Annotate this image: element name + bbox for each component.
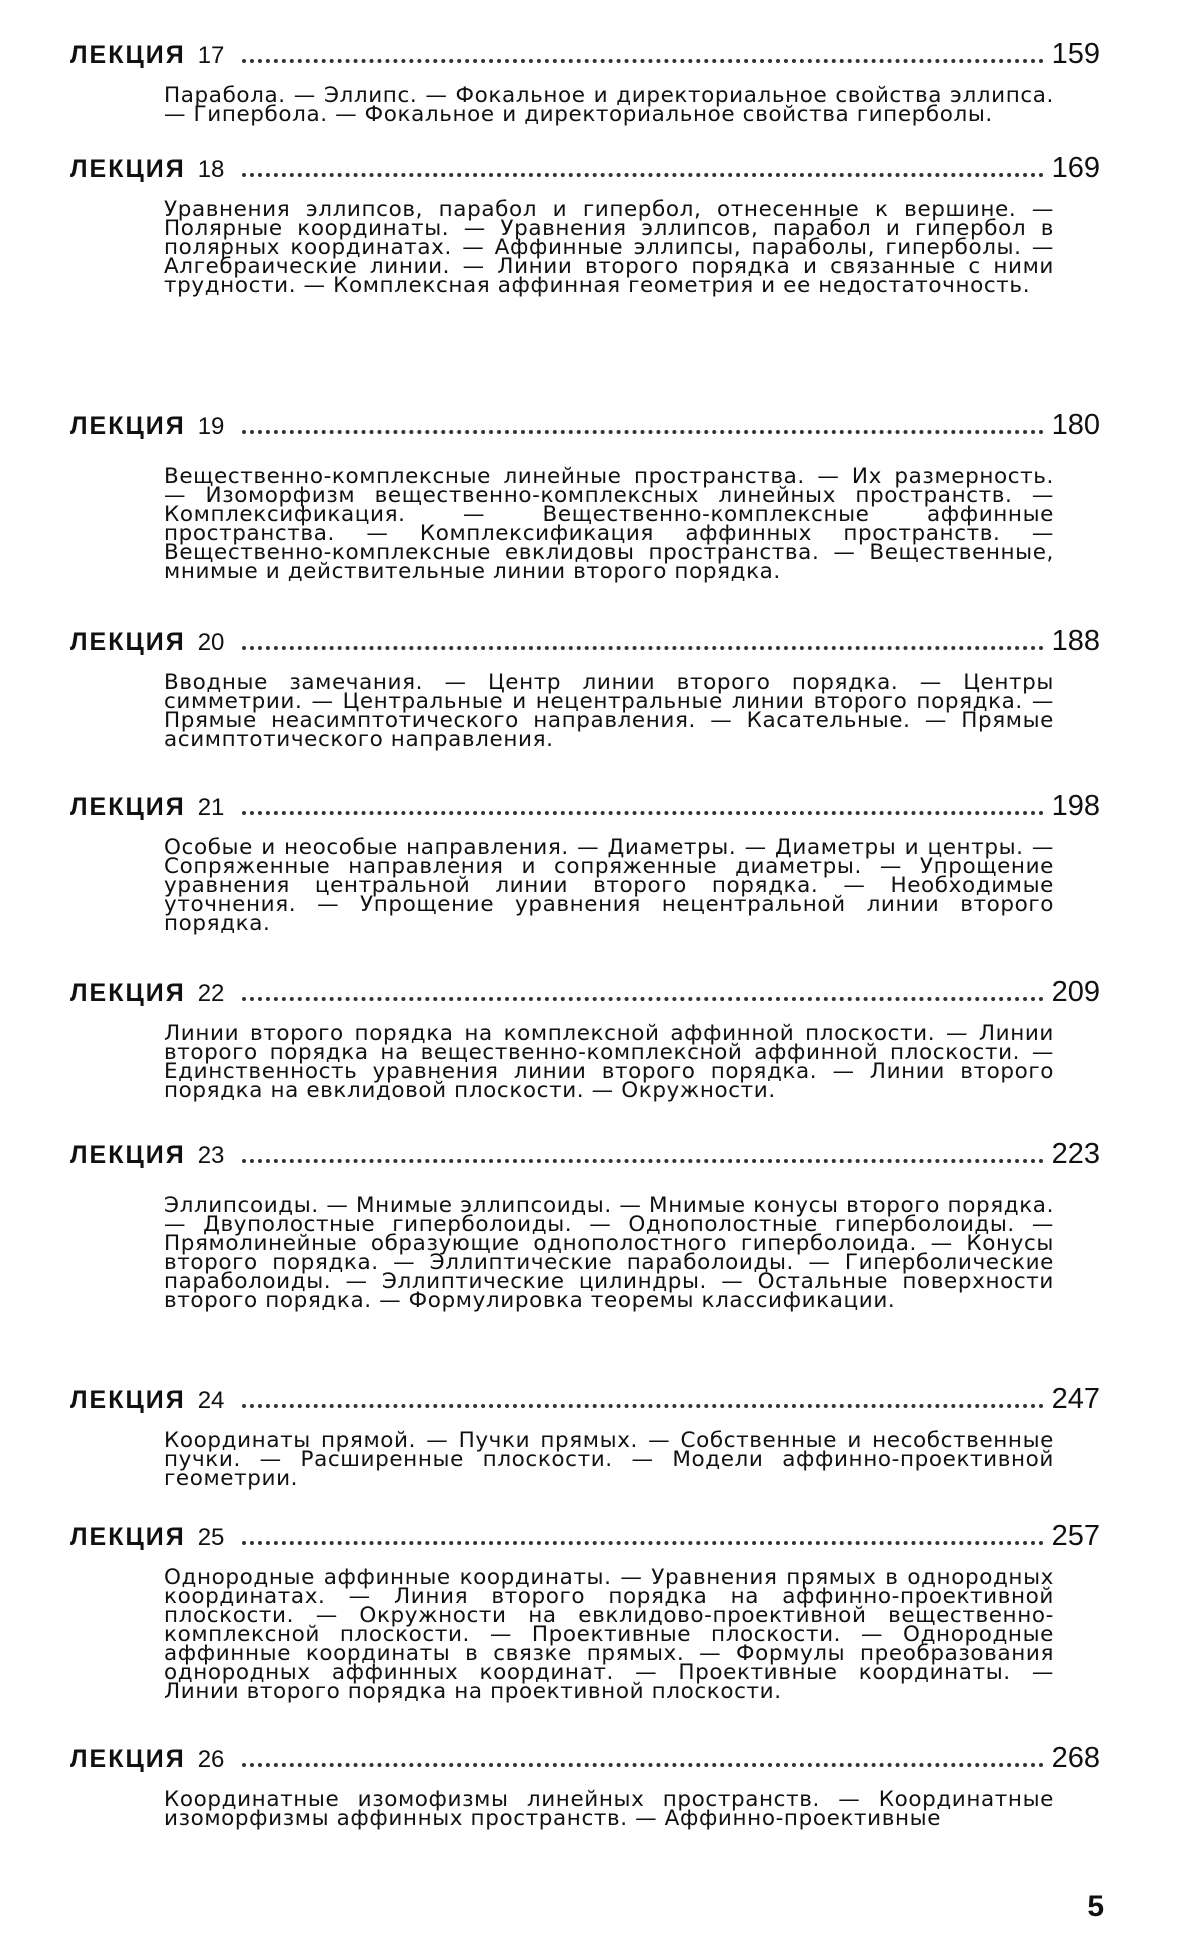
lecture-number: 19 xyxy=(197,413,225,440)
lecture-number: 25 xyxy=(197,1524,225,1551)
lecture-label: ЛЕКЦИЯ xyxy=(70,793,186,821)
toc-entry-25 xyxy=(70,1520,1100,1704)
lecture-number: 17 xyxy=(197,42,225,69)
toc-entry-18 xyxy=(70,152,1100,298)
dot-leader xyxy=(242,1540,1043,1545)
lecture-label: ЛЕКЦИЯ xyxy=(70,1386,186,1414)
entry-heading xyxy=(70,1520,1100,1564)
lecture-label: ЛЕКЦИЯ xyxy=(70,979,186,1007)
lecture-description: Особые и неособые направления. — Диаметры. — Диаметры и центры. — Сопряженные направления и сопряженные диаметры. — Упрощение уравнения центральной линии второго порядка. — Необходимые уточнения. — Упрощение уравнения нецентральной линии второго порядка. xyxy=(164,835,1054,936)
lecture-description: Эллипсоиды. — Мнимые эллипсоиды. — Мнимые конусы второго порядка. — Двуполостные гиперболоиды. — Однополостные гиперболоиды. — Прямолинейные образующие однополостного гиперболоида. — Конусы второго порядка. — Эллиптические параболоиды. — Гиперболические параболоиды. — Эллиптические цилиндры. — Остальные поверхности второго порядка. — Формулировка теоремы классификации. xyxy=(164,1193,1054,1313)
toc-entry-22 xyxy=(70,976,1100,1103)
folio-page-number: 5 xyxy=(1087,1890,1104,1923)
page-number: 159 xyxy=(1051,38,1100,70)
lecture-label: ЛЕКЦИЯ xyxy=(70,628,186,656)
entry-heading xyxy=(70,976,1100,1020)
page-number: 198 xyxy=(1051,790,1100,822)
entry-heading xyxy=(70,1383,1100,1427)
entry-heading xyxy=(70,790,1100,834)
page-number: 209 xyxy=(1051,976,1100,1008)
lecture-label: ЛЕКЦИЯ xyxy=(70,412,186,440)
toc-entry-26 xyxy=(70,1742,1100,1831)
entry-heading xyxy=(70,152,1100,196)
dot-leader xyxy=(242,1403,1043,1408)
lecture-description: Координаты прямой. — Пучки прямых. — Собственные и несобственные пучки. — Расширенные плоскости. — Модели аффинно-проективной геометрии. xyxy=(164,1428,1054,1491)
lecture-description: Линии второго порядка на комплексной аффинной плоскости. — Линии второго порядка на вещественно-комплексной аффинной плоскости. — Единственность уравнения линии второго порядка. — Линии второго порядка на евклидовой плоскости. — Окружности. xyxy=(164,1021,1054,1103)
lecture-label: ЛЕКЦИЯ xyxy=(70,1745,186,1773)
dot-leader xyxy=(242,645,1043,650)
lecture-number: 22 xyxy=(197,980,225,1007)
dot-leader xyxy=(242,172,1043,177)
entry-heading xyxy=(70,1138,1100,1182)
lecture-description: Вводные замечания. — Центр линии второго порядка. — Центры симметрии. — Центральные и нецентральные линии второго порядка. — Прямые неасимптотического направления. — Касательные. — Прямые асимптотического направления. xyxy=(164,670,1054,752)
toc-entry-20 xyxy=(70,625,1100,752)
lecture-label: ЛЕКЦИЯ xyxy=(70,41,186,69)
page-number: 257 xyxy=(1051,1520,1100,1552)
page-number: 268 xyxy=(1051,1742,1100,1774)
lecture-description: Координатные изомофизмы линейных пространств. — Координатные изоморфизмы аффинных пространств. — Аффинно-проективные xyxy=(164,1787,1054,1831)
lecture-description: Уравнения эллипсов, парабол и гипербол, отнесенные к вершине. — Полярные координаты. — Уравнения эллипсов, парабол и гипербол в полярных координатах. — Аффинные эллипсы, параболы, гиперболы. — Алгебраические линии. — Линии второго порядка и связанные с ними трудности. — Комплексная аффинная геометрия и ее недостаточность. xyxy=(164,197,1054,298)
lecture-number: 26 xyxy=(197,1746,225,1773)
toc-entry-21 xyxy=(70,790,1100,936)
dot-leader xyxy=(242,429,1043,434)
lecture-description: Вещественно-комплексные линейные пространства. — Их размерность. — Изоморфизм вещественно-комплексных линейных пространств. — Комплексификация. — Вещественно-комплексные аффинные пространства. — Комплексификация аффинных пространств. — Вещественно-комплексные евклидовы пространства. — Вещественные, мнимые и действительные линии второго порядка. xyxy=(164,464,1054,584)
lecture-number: 20 xyxy=(197,629,225,656)
lecture-number: 18 xyxy=(197,156,225,183)
lecture-number: 23 xyxy=(197,1142,225,1169)
page-number: 169 xyxy=(1051,152,1100,184)
dot-leader xyxy=(242,1762,1043,1767)
entry-heading xyxy=(70,1742,1100,1786)
dot-leader xyxy=(242,58,1043,63)
page-number: 223 xyxy=(1051,1138,1100,1170)
lecture-label: ЛЕКЦИЯ xyxy=(70,1141,186,1169)
toc-entry-19 xyxy=(70,409,1100,584)
toc-entry-23 xyxy=(70,1138,1100,1313)
lecture-number: 21 xyxy=(197,794,225,821)
lecture-description: Однородные аффинные координаты. — Уравнения прямых в однородных координатах. — Линия второго порядка на аффинно-проективной плоскости. — Окружности на евклидово-проективной вещественно-комплексной плоскости. — Проективные плоскости. — Однородные аффинные координаты в связке прямых. — Формулы преобразования однородных аффинных координат. — Проективные координаты. — Линии второго порядка на проективной плоскости. xyxy=(164,1565,1054,1704)
toc-entry-24 xyxy=(70,1383,1100,1491)
page-number: 180 xyxy=(1051,409,1100,441)
lecture-label: ЛЕКЦИЯ xyxy=(70,155,186,183)
dot-leader xyxy=(242,1158,1043,1163)
lecture-label: ЛЕКЦИЯ xyxy=(70,1523,186,1551)
entry-heading xyxy=(70,409,1100,453)
lecture-description: Парабола. — Эллипс. — Фокальное и директориальное свойства эллипса. — Гипербола. — Фокальное и директориальное свойства гиперболы. xyxy=(164,83,1054,127)
entry-heading xyxy=(70,625,1100,669)
page-number: 188 xyxy=(1051,625,1100,657)
dot-leader xyxy=(242,996,1043,1001)
dot-leader xyxy=(242,810,1043,815)
lecture-number: 24 xyxy=(197,1387,225,1414)
toc-entry-17 xyxy=(70,38,1100,127)
entry-heading xyxy=(70,38,1100,82)
page-number: 247 xyxy=(1051,1383,1100,1415)
